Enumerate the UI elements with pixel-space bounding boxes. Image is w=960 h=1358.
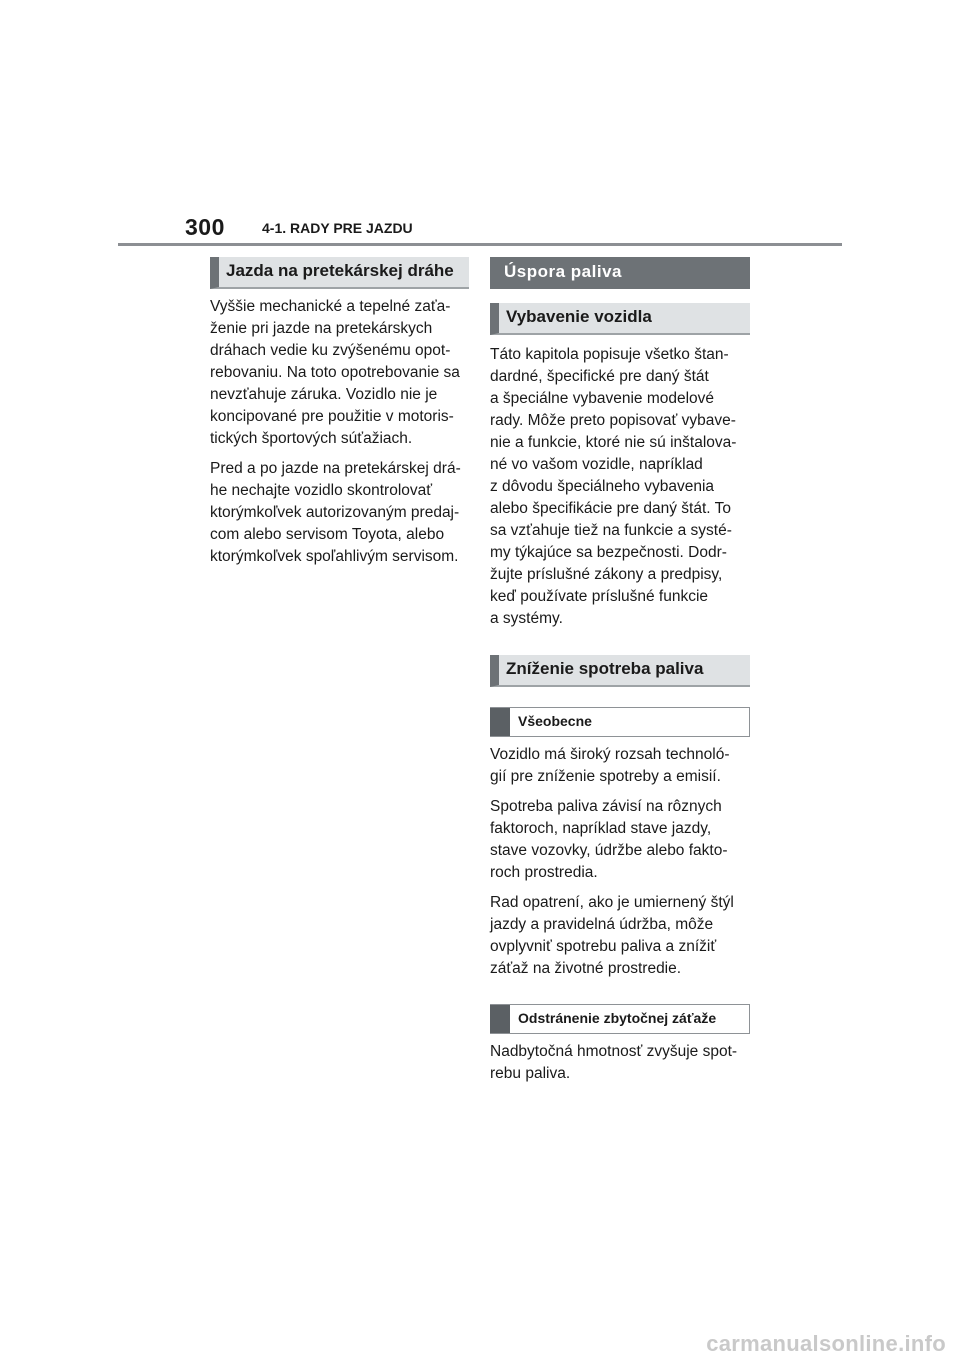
subheading-general-label: Všeobecne <box>518 713 592 729</box>
paragraph-race-track-1 <box>210 296 469 450</box>
paragraph-technologies <box>490 744 750 788</box>
text-line: rebovaniu. Na toto opotrebovanie sa <box>210 364 460 381</box>
text-line: dráhach vedie ku zvýšenému opot- <box>210 342 451 359</box>
header-rule <box>118 243 842 246</box>
text-line: alebo špecifikácie pre daný štát. To <box>490 500 731 517</box>
paragraph-race-track-2 <box>210 458 469 568</box>
text-line: gií pre zníženie spotreby a emisií. <box>490 768 721 785</box>
text-line: rady. Môže preto popisovať vybave- <box>490 412 736 429</box>
text-line: né vo vašom vozidle, napríklad <box>490 456 703 473</box>
text-line: Pred a po jazde na pretekárskej drá- <box>210 460 461 477</box>
text-line: žujte príslušné zákony a predpisy, <box>490 566 723 583</box>
text-line: stave vozovky, údržbe alebo fakto- <box>490 842 728 859</box>
text-line: Rad opatrení, ako je umiernený štýl <box>490 894 734 911</box>
text-line: z dôvodu špeciálneho vybavenia <box>490 478 715 495</box>
text-line: Vozidlo má široký rozsah technoló- <box>490 746 730 763</box>
text-line: com alebo servisom Toyota, alebo <box>210 526 445 543</box>
text-line: a systémy. <box>490 610 563 627</box>
text-line: ovplyvniť spotrebu paliva a znížiť <box>490 938 717 955</box>
text-line: sa vzťahuje tiež na funkcie a systé- <box>490 522 732 539</box>
text-line: Nadbytočná hmotnosť zvyšuje spot- <box>490 1043 738 1060</box>
text-line: jazdy a pravidelná údržba, môže <box>490 916 714 933</box>
text-line: tických športových súťažiach. <box>210 430 413 447</box>
subheading-remove-load <box>490 1004 750 1034</box>
text-line: my týkajúce sa bezpečnosti. Dodr- <box>490 544 727 561</box>
paragraph-excess-weight <box>490 1041 750 1085</box>
text-line: Spotreba paliva závisí na rôznych <box>490 798 722 815</box>
text-line: koncipované pre použitie v motoris- <box>210 408 454 425</box>
text-line: rebu paliva. <box>490 1065 571 1082</box>
paragraph-equipment <box>490 344 750 630</box>
text-line: ženie pri jazde na pretekárskych <box>210 320 433 337</box>
left-column <box>210 257 469 568</box>
text-line: nevzťahuje záruka. Vozidlo nie je <box>210 386 438 403</box>
text-line: Táto kapitola popisuje všetko štan- <box>490 346 729 363</box>
text-line: roch prostredia. <box>490 864 598 881</box>
text-line: nie a funkcie, ktoré nie sú inštalova- <box>490 434 737 451</box>
text-line: Vyššie mechanické a tepelné zaťa- <box>210 298 451 315</box>
text-line: ktorýmkoľvek autorizovaným predaj- <box>210 504 460 521</box>
text-line: a špeciálne vybavenie modelové <box>490 390 715 407</box>
subheading-general <box>490 707 750 737</box>
text-line: záťaž na životné prostredie. <box>490 960 682 977</box>
paragraph-measures <box>490 892 750 980</box>
text-line: ktorýmkoľvek spoľahlivým servisom. <box>210 548 459 565</box>
text-line: keď používate príslušné funkcie <box>490 588 709 605</box>
text-line: dardné, špecifické pre daný štát <box>490 368 709 385</box>
section-title: 4-1. RADY PRE JAZDU <box>262 220 413 236</box>
right-column <box>490 257 750 1085</box>
watermark: carmanualsonline.info <box>706 1331 946 1356</box>
subheading-marker <box>490 708 510 736</box>
heading-race-track: Jazda na pretekárskej dráhe <box>210 257 469 289</box>
text-line: he nechajte vozidlo skontrolovať <box>210 482 433 499</box>
heading-fuel-saving: Úspora paliva <box>490 257 750 289</box>
subheading-remove-load-label: Odstránenie zbytočnej záťaže <box>518 1010 717 1026</box>
paragraph-consumption-factors <box>490 796 750 884</box>
heading-vehicle-equipment: Vybavenie vozidla <box>490 303 750 335</box>
subheading-marker <box>490 1005 510 1033</box>
page-number: 300 <box>185 214 225 240</box>
text-line: faktoroch, napríklad stave jazdy, <box>490 820 712 837</box>
heading-fuel-reduction: Zníženie spotreba paliva <box>490 655 750 687</box>
